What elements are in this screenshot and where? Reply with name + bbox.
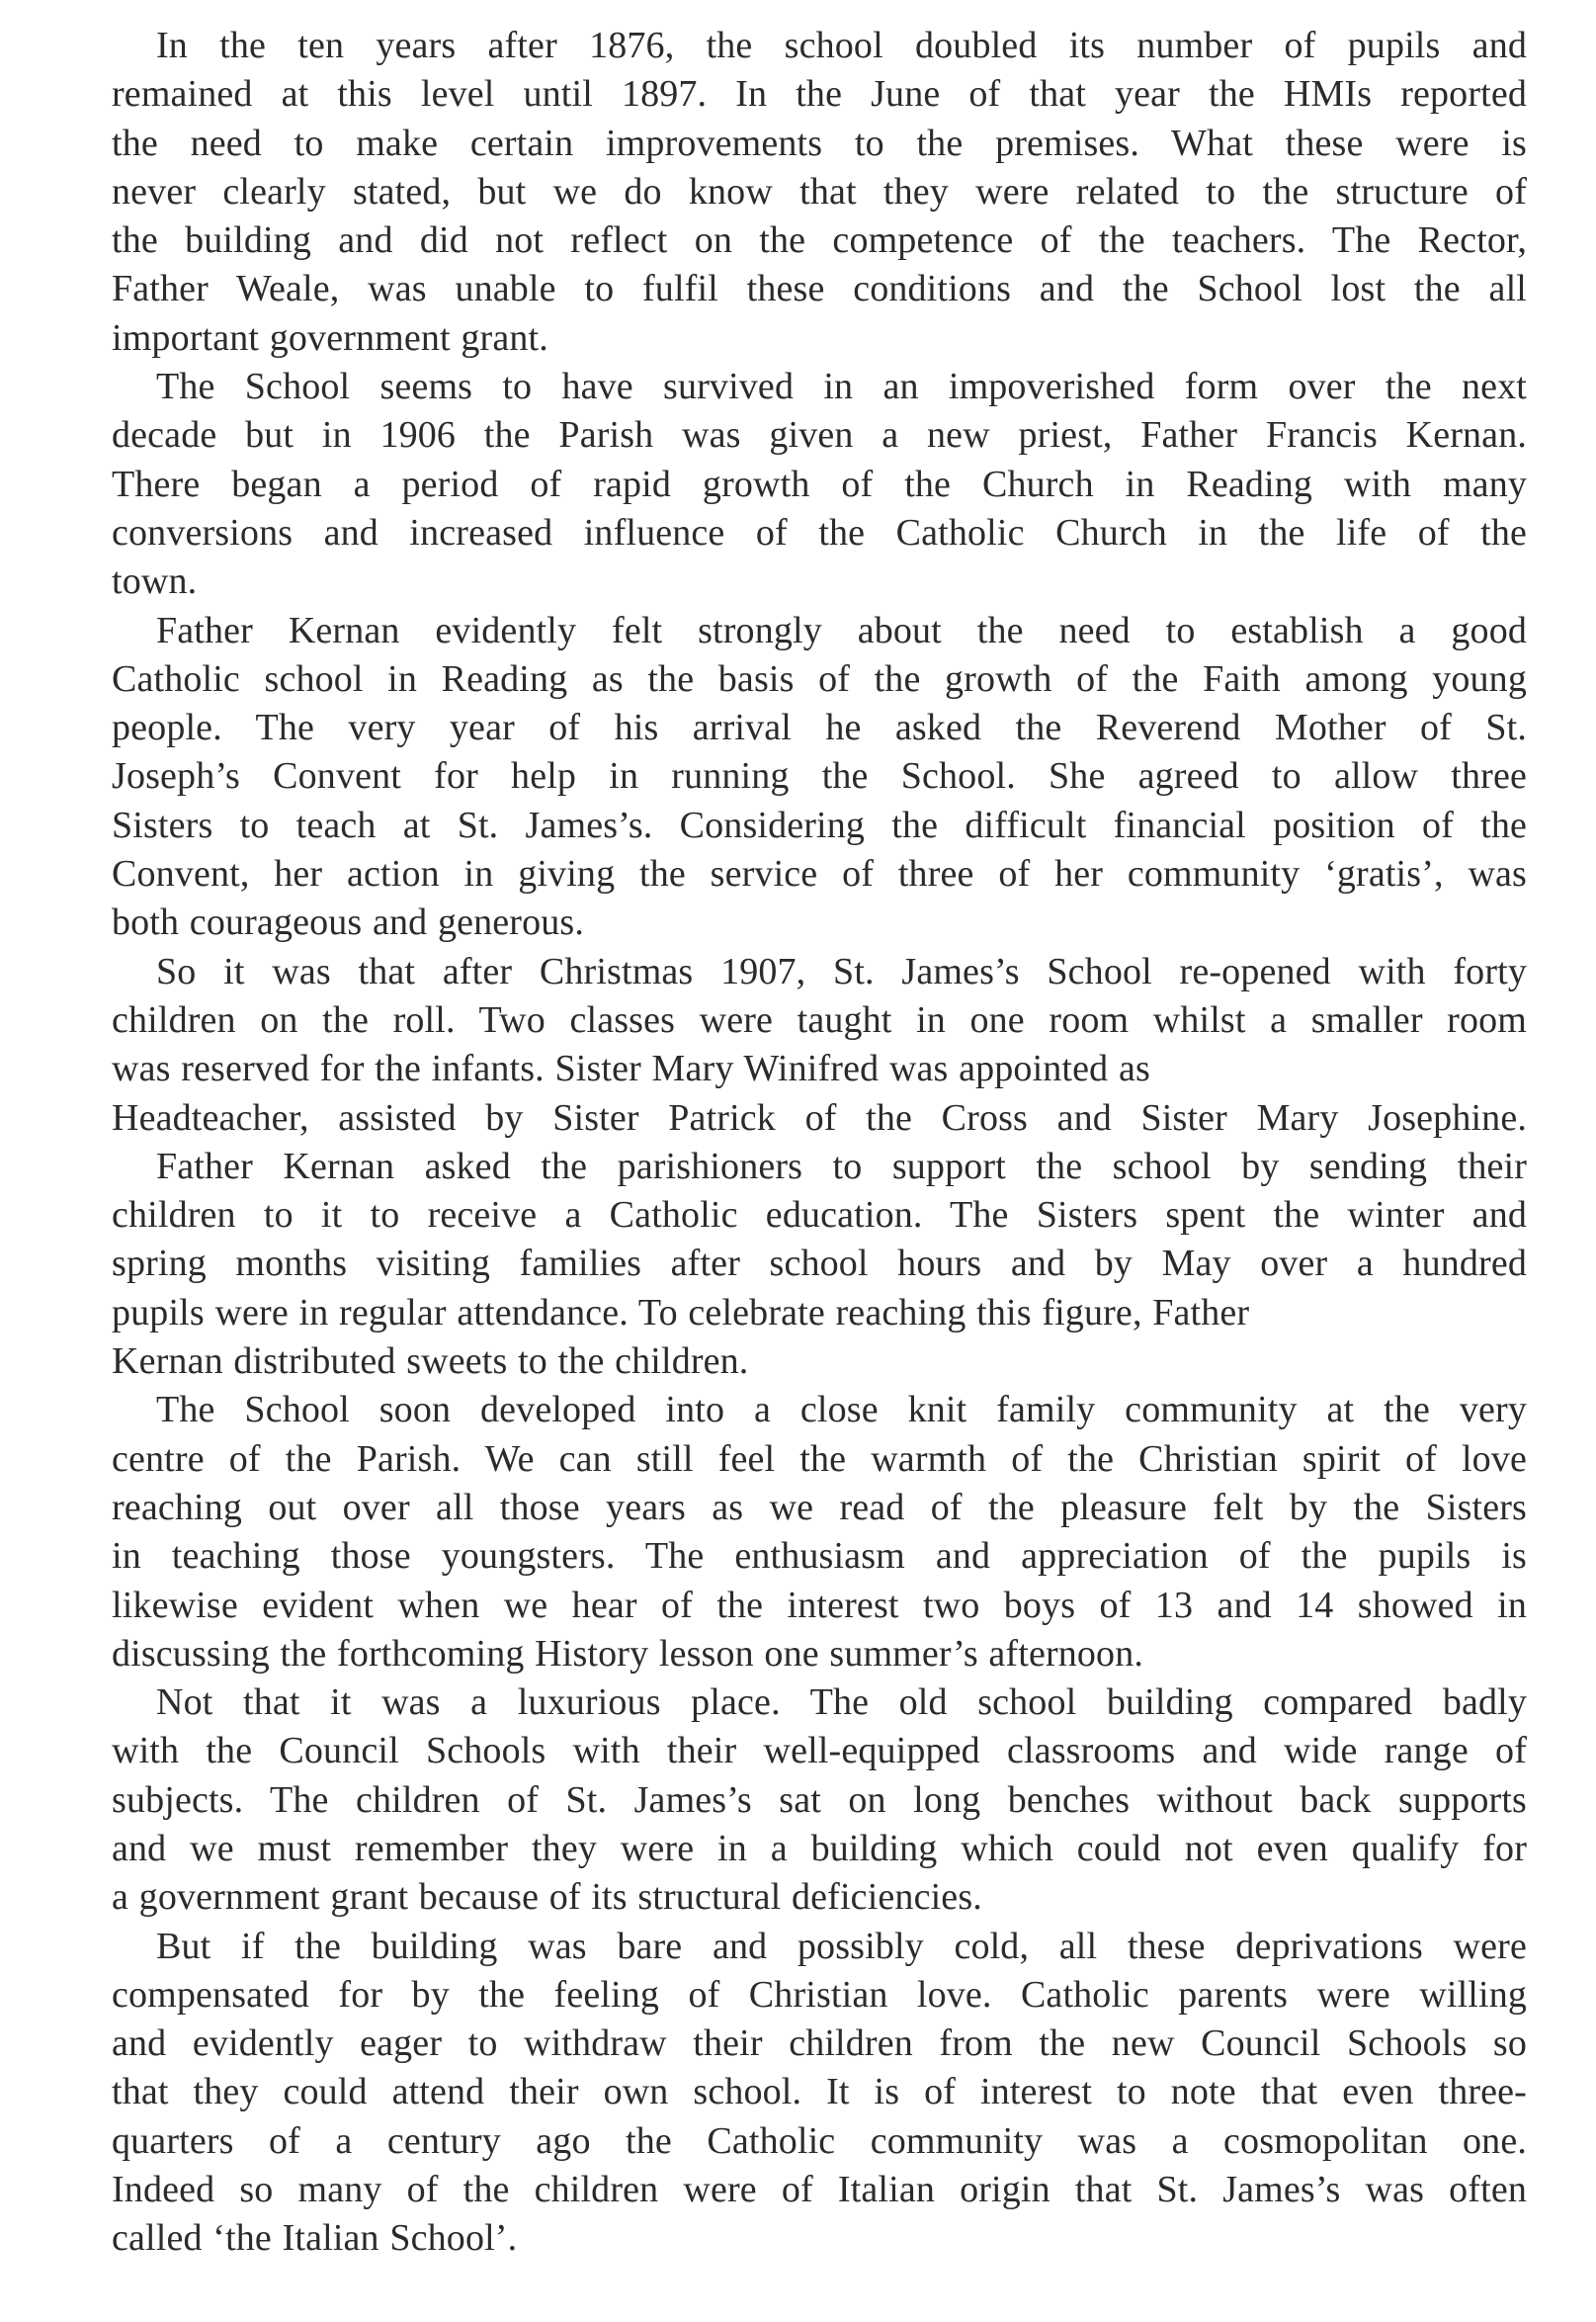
text-line: Indeed so many of the children were of Italian origin that St. James’s was often <box>112 2169 1527 2211</box>
text-line: So it was that after Christmas 1907, St. James’s School re-opened with forty <box>156 950 1527 992</box>
text-line: In the ten years after 1876, the school doubled its number of pupils and <box>156 25 1527 66</box>
text-line: in teaching those youngsters. The enthusiasm and appreciation of the pupils is <box>112 1535 1527 1578</box>
paragraph-6 <box>112 1386 1527 1678</box>
text-line: the building and did not reflect on the competence of the teachers. The Rector, <box>112 219 1527 262</box>
text-line: Not that it was a luxurious place. The old school building compared badly <box>156 1681 1527 1724</box>
text-line: the need to make certain improvements to the premises. What these were is <box>112 122 1527 164</box>
text-line: compensated for by the feeling of Christian love. Catholic parents were willing <box>112 1973 1527 2016</box>
text-line: Father Kernan asked the parishioners to support the school by sending their <box>156 1145 1527 1187</box>
paragraph-7 <box>112 1678 1527 1922</box>
text-line: subjects. The children of St. James’s sat on long benches without back supports <box>112 1778 1527 1821</box>
text-line: centre of the Parish. We can still feel the warmth of the Christian spirit of love <box>112 1437 1527 1480</box>
text-line: Father Weale, was unable to fulfil these conditions and the School lost the all <box>112 268 1527 310</box>
text-line: discussing the forthcoming History lesson one summer’s afternoon. <box>112 1632 1144 1675</box>
text-line: a government grant because of its structural deficiencies. <box>112 1876 982 1919</box>
text-line: children on the roll. Two classes were taught in one room whilst a smaller room <box>112 998 1527 1041</box>
text-line: called ‘the Italian School’. <box>112 2217 518 2260</box>
text-line: and we must remember they were in a building which could not even qualify for <box>112 1827 1527 1869</box>
text-line: The School seems to have survived in an impoverished form over the next <box>156 366 1527 408</box>
paragraph-3 <box>112 607 1527 948</box>
text-line: conversions and increased influence of the Catholic Church in the life of the <box>112 511 1527 554</box>
text-line: reaching out over all those years as we read of the pleasure felt by the Sisters <box>112 1486 1527 1528</box>
text-line: remained at this level until 1897. In the June of that year the HMIs reported <box>112 73 1527 116</box>
text-line: The School soon developed into a close knit family community at the very <box>156 1389 1527 1431</box>
text-line: and evidently eager to withdraw their children from the new Council Schools so <box>112 2022 1527 2065</box>
text-line: spring months visiting families after school hours and by May over a hundred <box>112 1243 1527 1285</box>
text-line: children to it to receive a Catholic education. The Sisters spent the winter and <box>112 1194 1527 1237</box>
text-line: important government grant. <box>112 316 548 359</box>
text-line: Sisters to teach at St. James’s. Considering the difficult financial position of the <box>112 804 1527 846</box>
text-line: Father Kernan evidently felt strongly about the need to establish a good <box>156 609 1527 651</box>
text-line: people. The very year of his arrival he asked the Reverend Mother of St. <box>112 707 1527 749</box>
paragraph-1 <box>112 22 1527 363</box>
text-line: Catholic school in Reading as the basis of the growth of the Faith among young <box>112 657 1527 700</box>
paragraph-4 <box>112 948 1527 1143</box>
text-line: Kernan distributed sweets to the children. <box>112 1340 749 1383</box>
text-line: with the Council Schools with their well-equipped classrooms and wide range of <box>112 1730 1527 1772</box>
paragraph-2 <box>112 363 1527 606</box>
text-line: decade but in 1906 the Parish was given a new priest, Father Francis Kernan. <box>112 414 1527 457</box>
text-line: Convent, her action in giving the service of three of her community ‘gratis’, was <box>112 853 1527 896</box>
text-line: likewise evident when we hear of the interest two boys of 13 and 14 showed in <box>112 1584 1527 1626</box>
body-text <box>112 22 1527 2264</box>
text-line: never clearly stated, but we do know that they were related to the structure of <box>112 170 1527 213</box>
text-line: But if the building was bare and possibly cold, all these deprivations were <box>156 1925 1527 1967</box>
text-line: quarters of a century ago the Catholic community was a cosmopolitan one. <box>112 2119 1527 2162</box>
text-line: pupils were in regular attendance. To celebrate reaching this figure, Father <box>112 1291 1250 1333</box>
text-line: Joseph’s Convent for help in running the School. She agreed to allow three <box>112 755 1527 798</box>
text-line: town. <box>112 560 198 603</box>
text-line: Headteacher, assisted by Sister Patrick of the Cross and Sister Mary Josephine. <box>112 1096 1527 1139</box>
text-line: that they could attend their own school. It is of interest to note that even three- <box>112 2071 1527 2113</box>
text-line: was reserved for the infants. Sister Mary Winifred was appointed as <box>112 1048 1150 1090</box>
paragraph-5 <box>112 1143 1527 1386</box>
text-line: both courageous and generous. <box>112 902 584 944</box>
paragraph-8 <box>112 1923 1527 2264</box>
text-line: There began a period of rapid growth of the Church in Reading with many <box>112 463 1527 505</box>
